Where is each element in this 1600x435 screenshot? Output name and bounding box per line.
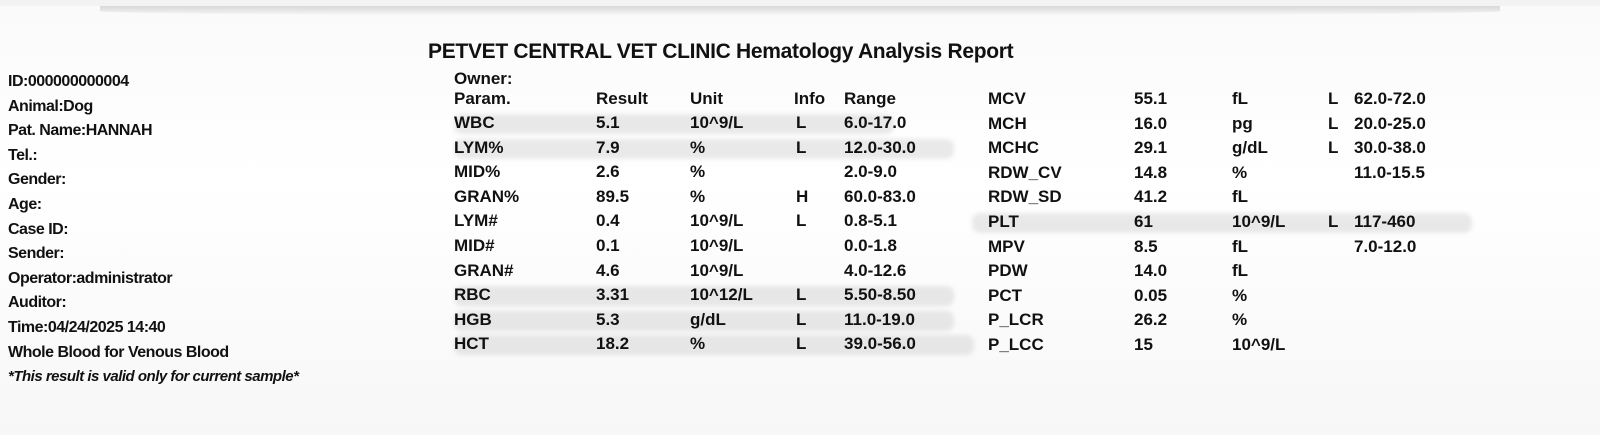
header-range: Range (844, 89, 896, 108)
patient-animal: Animal:Dog (8, 97, 93, 115)
header-param: Param. (454, 89, 511, 108)
cell-info: L (1328, 138, 1339, 158)
table-row (988, 333, 1468, 357)
cell-param: P_LCC (988, 335, 1044, 354)
cell-result: 61 (1134, 212, 1153, 231)
cell-result: 41.2 (1134, 187, 1168, 207)
cell-param: HCT (454, 334, 489, 354)
cell-param: RDW_CV (988, 162, 1062, 182)
cell-unit: % (1232, 285, 1248, 305)
cell-range: 60.0-83.0 (844, 186, 916, 206)
table-row (988, 185, 1468, 209)
cell-result: 5.1 (596, 113, 620, 132)
cell-param: GRAN% (454, 186, 520, 206)
cell-range: 30.0-38.0 (1354, 138, 1426, 158)
table-row (988, 87, 1468, 111)
cell-range: 5.50-8.50 (844, 285, 916, 305)
cell-range: 12.0-30.0 (844, 137, 916, 157)
cell-range: 39.0-56.0 (844, 334, 916, 354)
cell-range: 7.0-12.0 (1354, 236, 1417, 256)
patient-age: Age: (8, 195, 42, 213)
cell-result: 7.9 (596, 137, 620, 157)
cell-param: P_LCR (988, 310, 1044, 330)
cell-result: 15 (1134, 335, 1153, 354)
cell-info: H (796, 186, 809, 206)
paper-edge (100, 6, 1500, 16)
cell-info: L (796, 113, 807, 132)
cell-unit: % (690, 137, 706, 157)
table-row (454, 160, 974, 184)
table-row (988, 161, 1468, 185)
cell-unit: fL (1232, 187, 1249, 207)
patient-name: Pat. Name:HANNAH (8, 122, 153, 140)
table-row (454, 332, 974, 356)
cell-unit: pg (1232, 113, 1253, 133)
cell-unit: % (1232, 162, 1248, 182)
cell-unit: % (690, 186, 706, 206)
cell-result: 26.2 (1134, 310, 1168, 330)
cell-param: WBC (454, 113, 495, 132)
cell-param: LYM# (454, 211, 498, 231)
cell-unit: 10^9/L (1232, 212, 1286, 231)
cell-result: 0.4 (596, 211, 620, 231)
table-row (988, 308, 1468, 332)
cell-result: 5.3 (596, 309, 620, 329)
cell-result: 2.6 (596, 162, 620, 182)
table-row (988, 259, 1468, 283)
cell-unit: 10^9/L (1232, 335, 1286, 354)
cell-result: 0.05 (1134, 285, 1168, 305)
cell-info: L (796, 211, 807, 231)
cell-unit: 10^12/L (690, 285, 753, 305)
cell-param: LYM% (454, 137, 504, 157)
cell-info: L (796, 137, 807, 157)
table-row (988, 112, 1468, 136)
table-row (454, 111, 974, 135)
cell-param: MID% (454, 162, 501, 182)
cell-info: L (1328, 89, 1339, 108)
cell-range: 117-460 (1354, 212, 1416, 231)
auditor: Auditor: (8, 294, 67, 312)
cell-range: 0.8-5.1 (844, 211, 897, 231)
cell-info: L (1328, 113, 1339, 133)
cell-param: MCHC (988, 138, 1039, 158)
cell-param: MCH (988, 113, 1027, 133)
cell-param: PCT (988, 285, 1022, 305)
cell-result: 3.31 (596, 285, 630, 305)
table-row (988, 284, 1468, 308)
report-time: Time:04/24/2025 14:40 (8, 318, 166, 336)
cell-result: 55.1 (1134, 89, 1168, 108)
table-row (988, 210, 1468, 234)
patient-info (8, 70, 298, 390)
cell-unit: 10^9/L (690, 260, 744, 280)
table-row (454, 185, 974, 209)
cell-unit: g/dL (690, 309, 726, 329)
table-row (454, 283, 974, 307)
patient-tel: Tel.: (8, 146, 38, 164)
cell-info: L (796, 334, 807, 354)
cell-result: 89.5 (596, 186, 630, 206)
cell-info: L (796, 285, 807, 305)
report-paper (0, 6, 1600, 435)
header-info: Info (794, 89, 826, 108)
cell-unit: fL (1232, 89, 1249, 108)
cell-param: PLT (988, 212, 1019, 231)
validity-note: *This result is valid only for current sample* (8, 368, 299, 386)
cell-range: 2.0-9.0 (844, 162, 897, 182)
cell-unit: 10^9/L (690, 113, 744, 132)
cell-unit: fL (1232, 261, 1249, 281)
cell-result: 14.0 (1134, 261, 1168, 281)
operator: Operator:administrator (8, 269, 173, 287)
cell-info: L (1328, 212, 1339, 231)
table-row (454, 234, 974, 258)
table-row (454, 209, 974, 233)
cell-param: HGB (454, 309, 492, 329)
cell-range: 4.0-12.6 (844, 260, 907, 280)
cell-result: 4.6 (596, 260, 620, 280)
patient-id: ID:000000000004 (8, 73, 129, 90)
table-row (988, 136, 1468, 160)
cell-unit: % (1232, 310, 1248, 330)
cell-result: 18.2 (596, 334, 630, 354)
cell-unit: 10^9/L (690, 211, 744, 231)
sender: Sender: (8, 245, 65, 263)
cell-range: 0.0-1.8 (844, 236, 897, 255)
table-row (454, 136, 974, 160)
cell-result: 16.0 (1134, 113, 1168, 133)
cell-range: 6.0-17.0 (844, 113, 907, 132)
patient-gender: Gender: (8, 171, 66, 189)
cell-param: GRAN# (454, 260, 514, 280)
cell-result: 0.1 (596, 236, 620, 255)
cell-unit: fL (1232, 236, 1249, 256)
cell-result: 8.5 (1134, 236, 1158, 256)
cell-unit: % (690, 162, 706, 182)
cell-range: 11.0-15.5 (1354, 162, 1425, 182)
owner-label: Owner: (454, 69, 513, 88)
cell-info: L (796, 309, 807, 329)
cell-unit: g/dL (1232, 138, 1268, 158)
cell-param: PDW (988, 261, 1028, 281)
cell-unit: % (690, 334, 706, 354)
table-row (988, 235, 1468, 259)
cell-param: MID# (454, 236, 495, 255)
cell-range: 20.0-25.0 (1354, 113, 1426, 133)
cell-range: 62.0-72.0 (1354, 89, 1426, 108)
cell-param: RDW_SD (988, 187, 1062, 207)
case-id: Case ID: (8, 220, 69, 238)
table-row (454, 259, 974, 283)
cell-result: 14.8 (1134, 162, 1168, 182)
cell-result: 29.1 (1134, 138, 1168, 158)
cell-param: MPV (988, 236, 1025, 256)
print-shading (454, 114, 894, 134)
cell-unit: 10^9/L (690, 236, 744, 255)
table-row (454, 308, 974, 332)
cell-param: RBC (454, 285, 491, 305)
sample-type: Whole Blood for Venous Blood (8, 343, 229, 361)
cell-param: MCV (988, 89, 1026, 108)
cell-range: 11.0-19.0 (844, 309, 915, 329)
header-unit: Unit (690, 89, 724, 108)
table-header-row (454, 87, 974, 111)
report-title: PETVET CENTRAL VET CLINIC Hematology Analysis Report (428, 40, 1014, 63)
header-result: Result (596, 89, 648, 108)
